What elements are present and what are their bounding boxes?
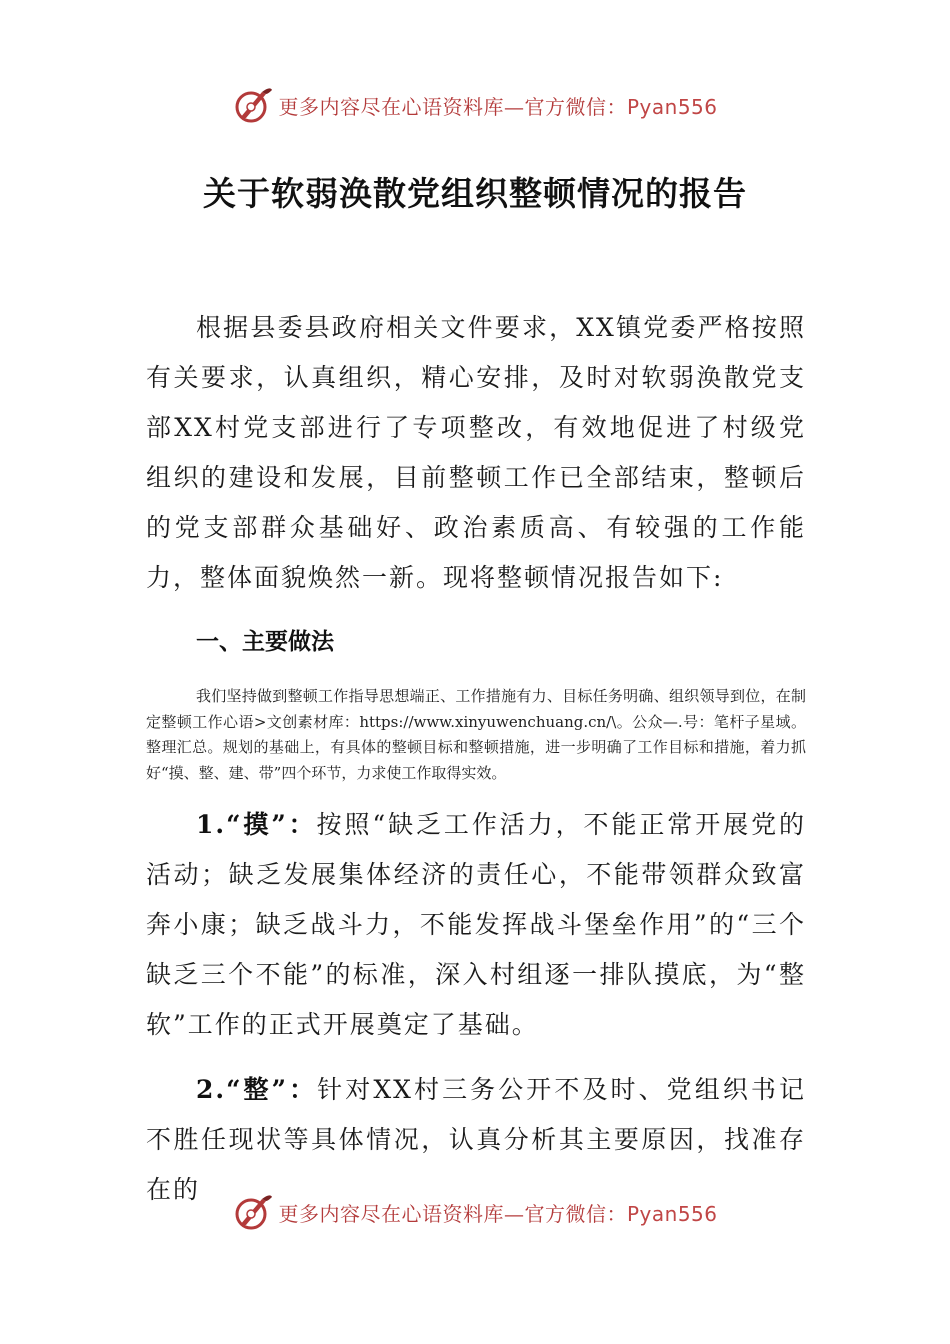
item-2-text: 针对XX村三务公开不及时、党组织书记不胜任现状等具体情况，认真分析其主要原因，找准存在的 bbox=[146, 1075, 806, 1204]
watermark-bottom bbox=[0, 1187, 950, 1237]
watermark-id: Pyan556 bbox=[626, 94, 718, 119]
item-1-paragraph bbox=[146, 800, 806, 1050]
item-1-text: 按照“缺乏工作活力，不能正常开展党的活动；缺乏发展集体经济的责任心，不能带领群众致富奔小康；缺乏战斗力，不能发挥战斗堡垒作用”的“三个缺乏三个不能”的标准，深入村组逐一排队摸底，为“整软”工作的正式开展奠定了基础。 bbox=[146, 810, 806, 1039]
document-title: 关于软弱涣散党组织整顿情况的报告 bbox=[203, 174, 747, 213]
watermark-text: 更多内容尽在心语资料库—官方微信： bbox=[278, 94, 627, 119]
watermark-text: 更多内容尽在心语资料库—官方微信： bbox=[278, 1201, 627, 1226]
quill-logo-icon bbox=[232, 84, 274, 126]
item-2-lead: 2.“整”： bbox=[196, 1075, 318, 1104]
intro-paragraph: 根据县委县政府相关文件要求，XX镇党委严格按照有关要求，认真组织，精心安排，及时对软弱涣散党支部XX村党支部进行了专项整改，有效地促进了村级党组织的建设和发展，目前整顿工作已全部结束，整顿后的党支部群众基础好、政治素质高、有较强的工作能力，整体面貌焕然一新。现将整顿情况报告如下: bbox=[146, 313, 806, 592]
section-heading: 一、主要做法 bbox=[196, 629, 334, 655]
quill-logo-icon bbox=[232, 1191, 274, 1233]
section-body-paragraph: 我们坚持做到整顿工作指导思想端正、工作措施有力、目标任务明确、组织领导到位，在制定整顿工作心语>文创素材库：https://www.xinyuwenchuang.cn/\。公众—.号：笔杆子星域。整理汇总。规划的基础上，有具体的整顿目标和整顿措施，进一步明确了工作目标和措施，着力抓好“摸、整、建、带”四个环节，力求使工作取得实效。 bbox=[146, 687, 806, 782]
item-2-paragraph bbox=[146, 1065, 806, 1204]
watermark-id: Pyan556 bbox=[626, 1201, 718, 1226]
item-1-lead: 1.“摸”： bbox=[196, 810, 317, 839]
watermark-top bbox=[0, 80, 950, 130]
